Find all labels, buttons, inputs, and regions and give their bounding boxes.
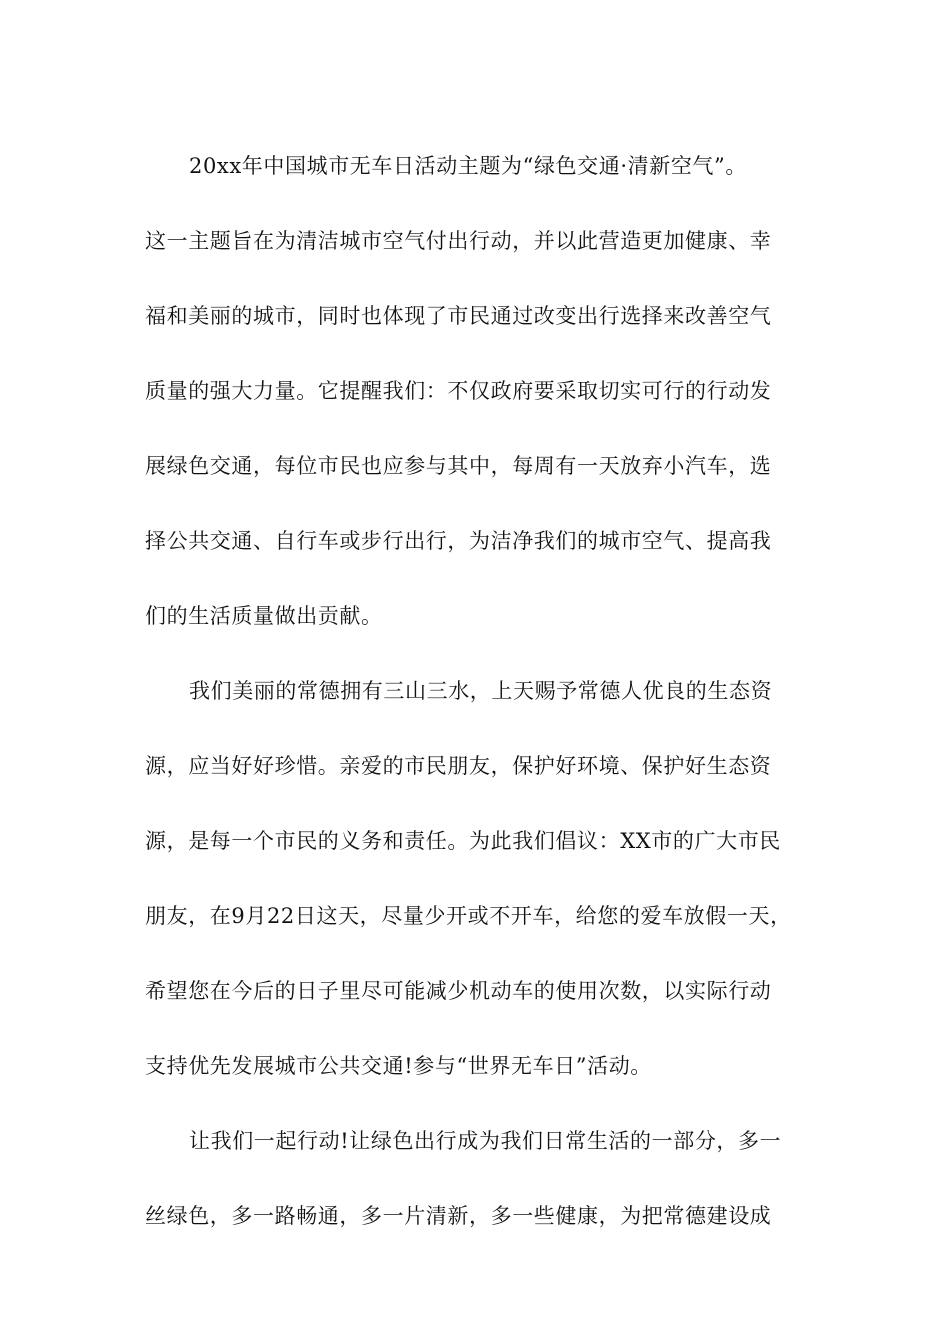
text-line: 朋友，在9月22日这天，尽量少开或不开车，给您的爱车放假一天， bbox=[145, 904, 792, 928]
paragraph-1 bbox=[145, 129, 820, 654]
text-line: 质量的强大力量。它提醒我们：不仅政府要采取切实可行的行动发 bbox=[145, 379, 772, 403]
text-line: 希望您在今后的日子里尽可能减少机动车的使用次数，以实际行动 bbox=[145, 979, 772, 1003]
text-line: 福和美丽的城市，同时也体现了市民通过改变出行选择来改善空气 bbox=[145, 304, 772, 328]
text-line: 20xx年中国城市无车日活动主题为“绿色交通·清新空气”。 bbox=[189, 154, 747, 178]
paragraph-3 bbox=[145, 1104, 820, 1254]
text-line: 这一主题旨在为清洁城市空气付出行动，并以此营造更加健康、幸 bbox=[145, 229, 772, 253]
text-line: 支持优先发展城市公共交通!参与“世界无车日”活动。 bbox=[145, 1054, 652, 1078]
text-line: 展绿色交通，每位市民也应参与其中，每周有一天放弃小汽车，选 bbox=[145, 454, 772, 478]
document-body bbox=[145, 129, 820, 1254]
text-line: 我们美丽的常德拥有三山三水，上天赐予常德人优良的生态资 bbox=[189, 679, 773, 703]
text-line: 择公共交通、自行车或步行出行，为洁净我们的城市空气、提高我 bbox=[145, 529, 772, 553]
text-line: 源，是每一个市民的义务和责任。为此我们倡议：XX市的广大市民 bbox=[145, 829, 781, 853]
text-line: 源，应当好好珍惜。亲爱的市民朋友，保护好环境、保护好生态资 bbox=[145, 754, 772, 778]
text-line: 丝绿色，多一路畅通，多一片清新，多一些健康，为把常德建设成 bbox=[145, 1204, 772, 1228]
paragraph-2 bbox=[145, 654, 820, 1104]
text-line: 们的生活质量做出贡献。 bbox=[145, 604, 383, 628]
text-line: 让我们一起行动!让绿色出行成为我们日常生活的一部分，多一 bbox=[189, 1129, 782, 1153]
